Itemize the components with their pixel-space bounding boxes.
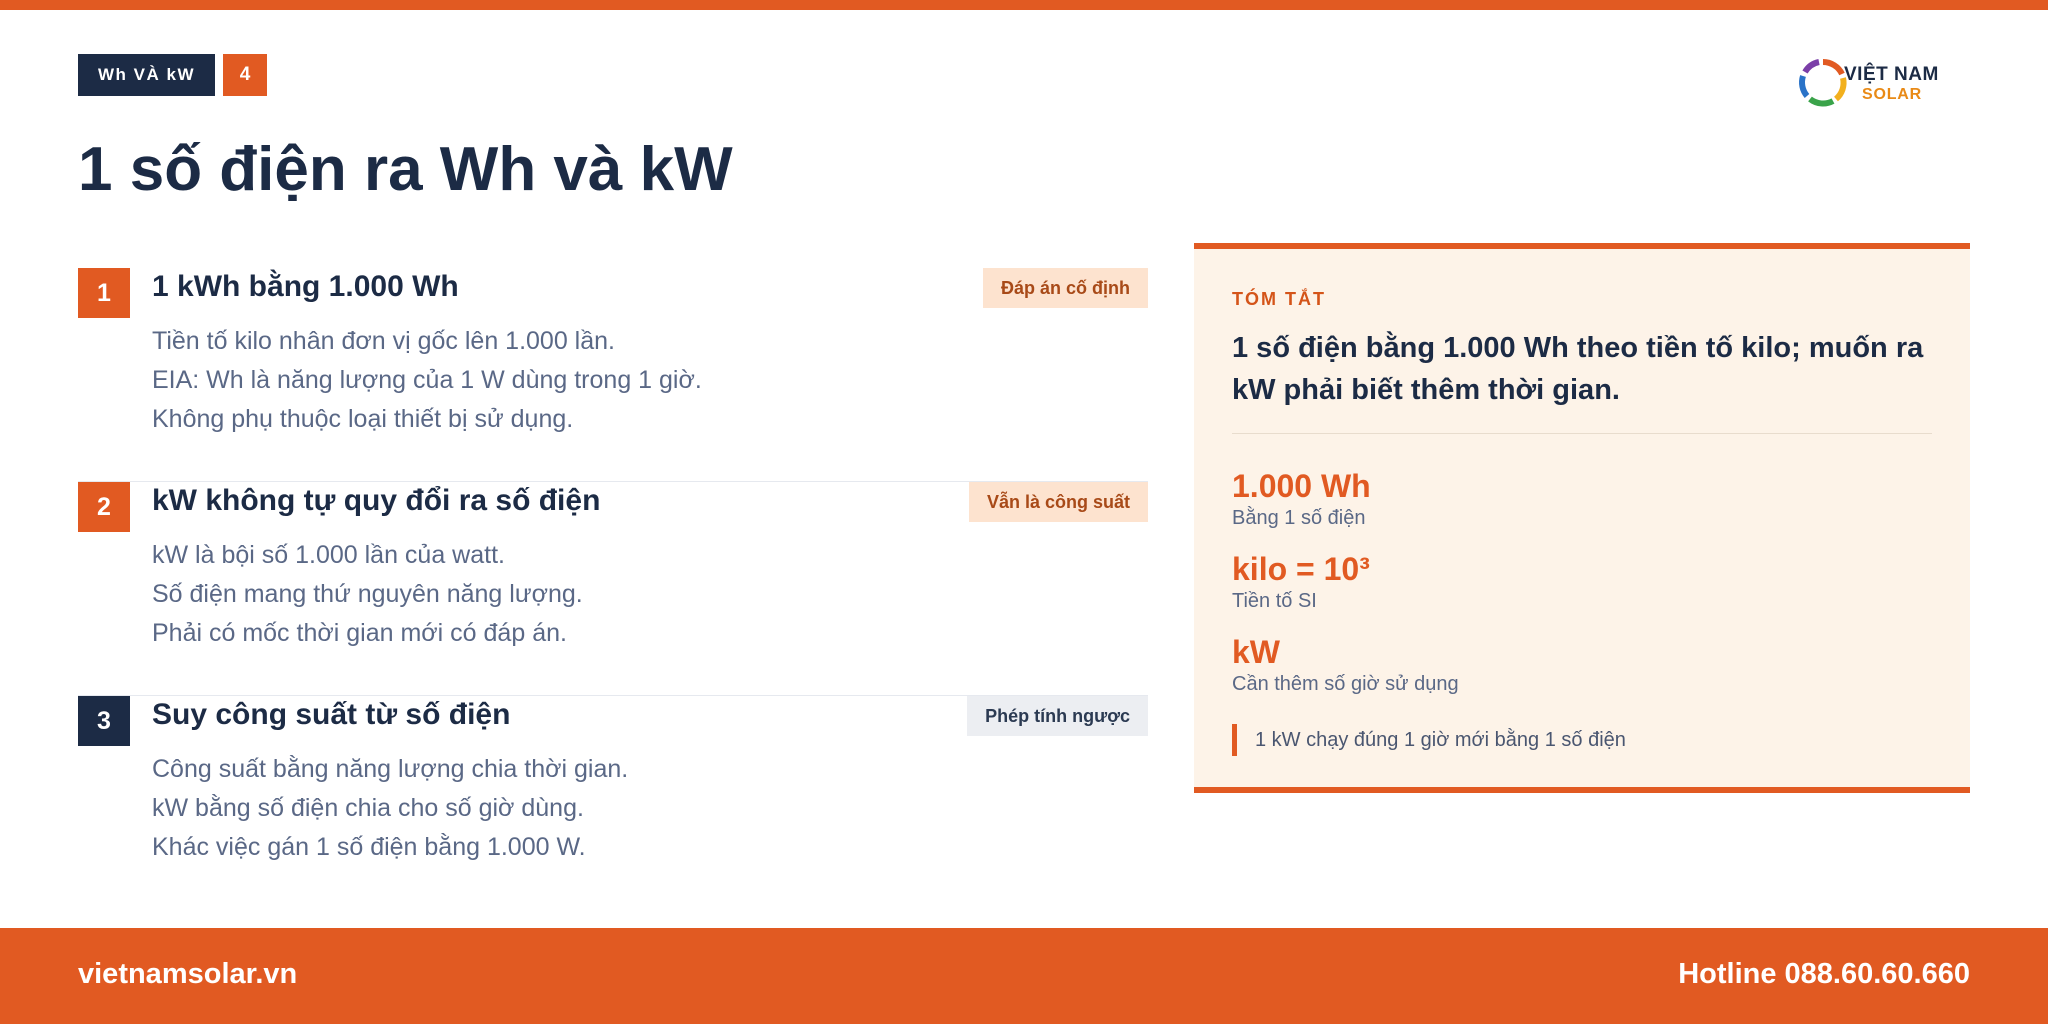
item-line: Tiền tố kilo nhân đơn vị gốc lên 1.000 lần. <box>152 327 615 355</box>
list-item <box>78 696 1148 910</box>
item-line: Khác việc gán 1 số điện bằng 1.000 W. <box>152 833 586 861</box>
list-item <box>78 482 1148 696</box>
item-number: 3 <box>78 696 130 746</box>
item-line: Số điện mang thứ nguyên năng lượng. <box>152 580 583 608</box>
summary-stat <box>1232 550 1370 614</box>
item-badge: Đáp án cố định <box>983 268 1148 308</box>
summary-divider <box>1232 433 1932 434</box>
stat-value: kilo = 10³ <box>1232 551 1370 587</box>
item-title: 1 kWh bằng 1.000 Wh <box>152 270 459 303</box>
summary-label: TÓM TẮT <box>1232 289 1326 309</box>
item-line: Công suất bằng năng lượng chia thời gian. <box>152 755 629 783</box>
breadcrumb <box>78 54 267 96</box>
item-badge: Phép tính ngược <box>967 696 1148 736</box>
footer-bar <box>0 928 2048 1024</box>
page-number-badge: 4 <box>223 54 267 96</box>
item-line: Phải có mốc thời gian mới có đáp án. <box>152 619 567 647</box>
stat-value: 1.000 Wh <box>1232 468 1371 504</box>
summary-stat <box>1232 467 1371 531</box>
summary-note: 1 kW chạy đúng 1 giờ mới bằng 1 số điện <box>1232 724 1626 756</box>
page-title: 1 số điện ra Wh và kW <box>78 135 733 204</box>
item-line: Không phụ thuộc loại thiết bị sử dụng. <box>152 405 574 433</box>
item-line: EIA: Wh là năng lượng của 1 W dùng trong 1 giờ. <box>152 366 702 394</box>
solar-ring-logo-icon <box>1798 58 1848 108</box>
item-description <box>152 750 628 867</box>
item-line: kW là bội số 1.000 lần của watt. <box>152 541 505 569</box>
summary-stat <box>1232 633 1459 697</box>
website-link[interactable]: vietnamsolar.vn <box>78 958 298 990</box>
brand-logo <box>1798 58 1948 110</box>
stat-caption: Tiền tố SI <box>1232 590 1317 612</box>
summary-panel <box>1194 243 1970 793</box>
logo-text-vietnam: VIỆT NAM <box>1844 64 1939 85</box>
section-label: Wh VÀ kW <box>78 54 215 96</box>
list-item <box>78 268 1148 482</box>
hotline-text: Hotline 088.60.60.660 <box>1678 958 1970 990</box>
item-badge: Vẫn là công suất <box>969 482 1148 522</box>
stat-caption: Bằng 1 số điện <box>1232 507 1366 529</box>
logo-text-solar: SOLAR <box>1862 86 1922 103</box>
item-description <box>152 536 583 653</box>
item-description <box>152 322 702 439</box>
key-points-list <box>78 268 1148 910</box>
item-title: kW không tự quy đổi ra số điện <box>152 484 601 517</box>
summary-headline: 1 số điện bằng 1.000 Wh theo tiền tố kilo; muốn ra kW phải biết thêm thời gian. <box>1232 332 1924 406</box>
stat-caption: Cần thêm số giờ sử dụng <box>1232 673 1459 695</box>
stat-value: kW <box>1232 634 1280 670</box>
item-line: kW bằng số điện chia cho số giờ dùng. <box>152 794 584 822</box>
item-number: 1 <box>78 268 130 318</box>
item-title: Suy công suất từ số điện <box>152 698 511 731</box>
item-number: 2 <box>78 482 130 532</box>
top-accent-bar <box>0 0 2048 10</box>
